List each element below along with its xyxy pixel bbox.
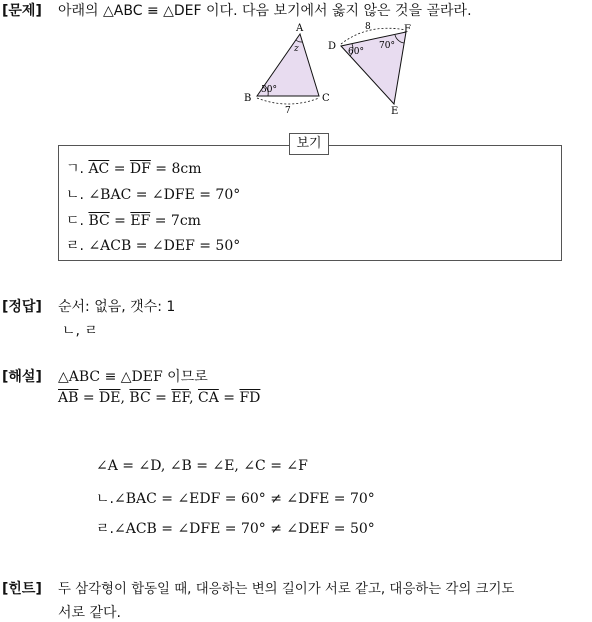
- segment: $\overline{BC}$: [129, 390, 151, 406]
- solution-line-2: [58, 390, 260, 406]
- label-f: F: [404, 24, 411, 35]
- solution-eq-1: ∠A = ∠D, ∠B = ∠E, ∠C = ∠F: [96, 458, 308, 474]
- bogi-item-1: [66, 158, 202, 178]
- math-text: ∠BAC = ∠EDF = 60° ≠ ∠DFE = 70°: [113, 491, 375, 507]
- solution-label: [해설]: [2, 369, 42, 385]
- segment: $\overline{AB}$: [58, 390, 79, 406]
- math-text: = 7cm: [150, 213, 201, 229]
- answer-label: [정답]: [2, 299, 42, 315]
- math-text: = 8cm: [150, 161, 202, 177]
- solution-line-1: [58, 366, 208, 386]
- eq-mark: ㄹ.: [96, 521, 114, 537]
- math-text: ∠ACB = ∠DFE = 70° ≠ ∠DEF = 50°: [113, 521, 375, 537]
- hint-line-1: 두 삼각형이 합동일 때, 대응하는 변의 길이가 서로 같고, 대응하는 각의 크기도: [58, 582, 515, 597]
- triangle-figure: [230, 18, 430, 118]
- math-text: ∠BAC = ∠DFE = 70°: [88, 187, 241, 203]
- hint-label: [힌트]: [2, 581, 42, 597]
- bogi-title: 보기: [289, 133, 329, 155]
- bogi-item-mark: ㄴ.: [66, 187, 84, 203]
- segment: $\overline{AC}$: [88, 161, 110, 177]
- math-text: =: [78, 390, 100, 406]
- bogi-item-mark: ㄱ.: [66, 161, 84, 177]
- solution-eq-3: [96, 518, 375, 538]
- problem-label: [문제]: [2, 3, 42, 19]
- answer-line-1: 순서: 없음, 갯수: 1: [58, 299, 176, 315]
- bogi-item-mark: ㄹ.: [66, 238, 84, 254]
- segment: $\overline{DF}$: [129, 161, 151, 177]
- bogi-item-4: [66, 235, 240, 255]
- label-angle-d: 60°: [348, 47, 364, 57]
- math-text: ∠ACB = ∠DEF = 50°: [88, 238, 241, 254]
- math-text: =: [218, 390, 240, 406]
- hint-line-2: 서로 같다.: [58, 605, 121, 621]
- label-angle-a: z: [294, 44, 299, 54]
- math-text: △ABC ≡ △DEF: [58, 369, 163, 385]
- problem-text: 아래의 △ABC ≡ △DEF 이다. 다음 보기에서 옳지 않은 것을 골라라.: [58, 3, 472, 19]
- label-d: D: [328, 41, 337, 52]
- label-a: A: [296, 23, 304, 34]
- segment: $\overline{FD}$: [239, 390, 261, 406]
- label-c: C: [322, 93, 330, 104]
- segment: $\overline{BC}$: [88, 213, 110, 229]
- label-side-df: 8: [365, 22, 371, 32]
- label-angle-b: 50°: [261, 85, 277, 95]
- label-e: E: [391, 106, 399, 117]
- bogi-item-3: [66, 210, 201, 230]
- bogi-item-2: [66, 184, 240, 204]
- label-b: B: [244, 93, 252, 104]
- bogi-item-mark: ㄷ.: [66, 213, 84, 229]
- math-text: =: [150, 390, 172, 406]
- math-text: =: [109, 161, 130, 177]
- math-text: =: [109, 213, 131, 229]
- solution-text: 이므로: [162, 369, 208, 385]
- math-text: ,: [189, 390, 198, 406]
- math-text: ,: [120, 390, 130, 406]
- solution-eq-2: [96, 488, 375, 508]
- segment: $\overline{EF}$: [130, 213, 151, 229]
- segment: $\overline{CA}$: [197, 390, 219, 406]
- eq-mark: ㄴ.: [96, 491, 114, 507]
- segment: $\overline{EF}$: [171, 390, 190, 406]
- segment: $\overline{DE}$: [99, 390, 121, 406]
- side-bc-brace: [257, 98, 319, 104]
- label-angle-f: 70°: [379, 41, 395, 51]
- answer-line-2: ㄴ, ㄹ: [62, 323, 98, 339]
- label-side-bc: 7: [285, 106, 291, 116]
